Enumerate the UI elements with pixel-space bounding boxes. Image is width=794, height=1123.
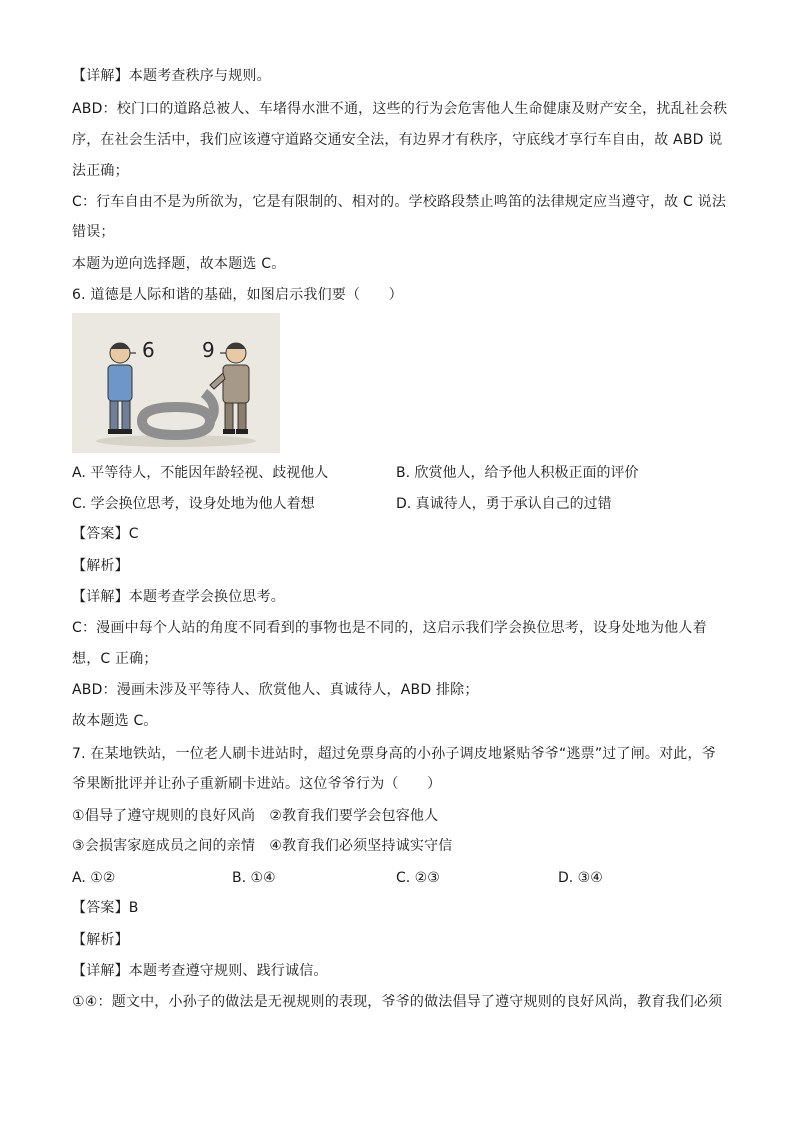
analysis-abd-line-3: 法正确； xyxy=(72,163,129,179)
analysis-c-line-1: C：漫画中每个人站的角度不同看到的事物也是不同的，这启示我们学会换位思考，设身处地为他人着 xyxy=(72,620,707,636)
option-b: B. 欣赏他人，给予他人积极正面的评价 xyxy=(396,465,639,481)
detail-heading: 【详解】本题考查秩序与规则。 xyxy=(72,68,271,84)
left-label: 6 xyxy=(142,338,155,362)
conclusion: 本题为逆向选择题，故本题选 C。 xyxy=(72,256,286,272)
analysis-label: 【解析】 xyxy=(72,932,129,948)
option-b: B. ①④ xyxy=(232,870,276,886)
analysis-c-line-1: C：行车自由不是为所欲为，它是有限制的、相对的。学校路段禁止鸣笛的法律规定应当遵守，故 C 说法 xyxy=(72,194,727,210)
conclusion: 故本题选 C。 xyxy=(72,713,158,729)
answer-label: 【答案】B xyxy=(72,900,139,916)
question-6-stem: 6. 道德是人际和谐的基础，如图启示我们要（ ） xyxy=(72,287,403,303)
detail-heading: 【详解】本题考查遵守规则、践行诚信。 xyxy=(72,963,328,979)
answer-label: 【答案】C xyxy=(72,526,139,542)
analysis-abd: ABD：漫画未涉及平等待人、欣赏他人、真诚待人，ABD 排除； xyxy=(72,682,479,698)
left-man-figure xyxy=(108,343,136,434)
analysis-label: 【解析】 xyxy=(72,558,129,574)
option-d: D. 真诚待人，勇于承认自己的过错 xyxy=(396,496,612,512)
statements-line-2: ③会损害家庭成员之间的亲情 ④教育我们必须坚持诚实守信 xyxy=(72,838,453,854)
option-d: D. ③④ xyxy=(558,870,603,886)
option-c: C. ②③ xyxy=(396,870,440,886)
right-label: 9 xyxy=(202,338,215,362)
analysis-explain-line-1: ①④：题文中，小孙子的做法是无视规则的表现，爷爷的做法倡导了遵守规则的良好风尚，教育我们必须 xyxy=(72,994,723,1010)
analysis-c-line-2: 想，C 正确； xyxy=(72,651,158,667)
detail-heading: 【详解】本题考查学会换位思考。 xyxy=(72,589,285,605)
cartoon-illustration xyxy=(72,313,280,453)
statements-line-1: ①倡导了遵守规则的良好风尚 ②教育我们要学会包容他人 xyxy=(72,808,439,824)
question-7-stem-line-2: 爷果断批评并让孙子重新刷卡进站。这位爷爷行为（ ） xyxy=(72,776,442,792)
cartoon-figure xyxy=(72,313,280,453)
analysis-c-line-2: 错误； xyxy=(72,224,115,240)
analysis-abd-line-1: ABD：校门口的道路总被人、车堵得水泄不通，这些的行为会危害他人生命健康及财产安全，扰乱社会秩 xyxy=(72,101,728,117)
analysis-abd-line-2: 序，在社会生活中，我们应该遵守道路交通安全法，有边界才有秩序，守底线才享行车自由，故 ABD 说 xyxy=(72,132,723,148)
option-c: C. 学会换位思考，设身处地为他人着想 xyxy=(72,496,315,512)
option-a: A. ①② xyxy=(72,870,116,886)
option-a: A. 平等待人，不能因年龄轻视、歧视他人 xyxy=(72,465,329,481)
floor-number-figure xyxy=(142,393,214,435)
question-7-stem-line-1: 7. 在某地铁站，一位老人刷卡进站时，超过免票身高的小孙子调皮地紧贴爷爷“逃票”过了闸。对此，爷 xyxy=(72,746,716,762)
